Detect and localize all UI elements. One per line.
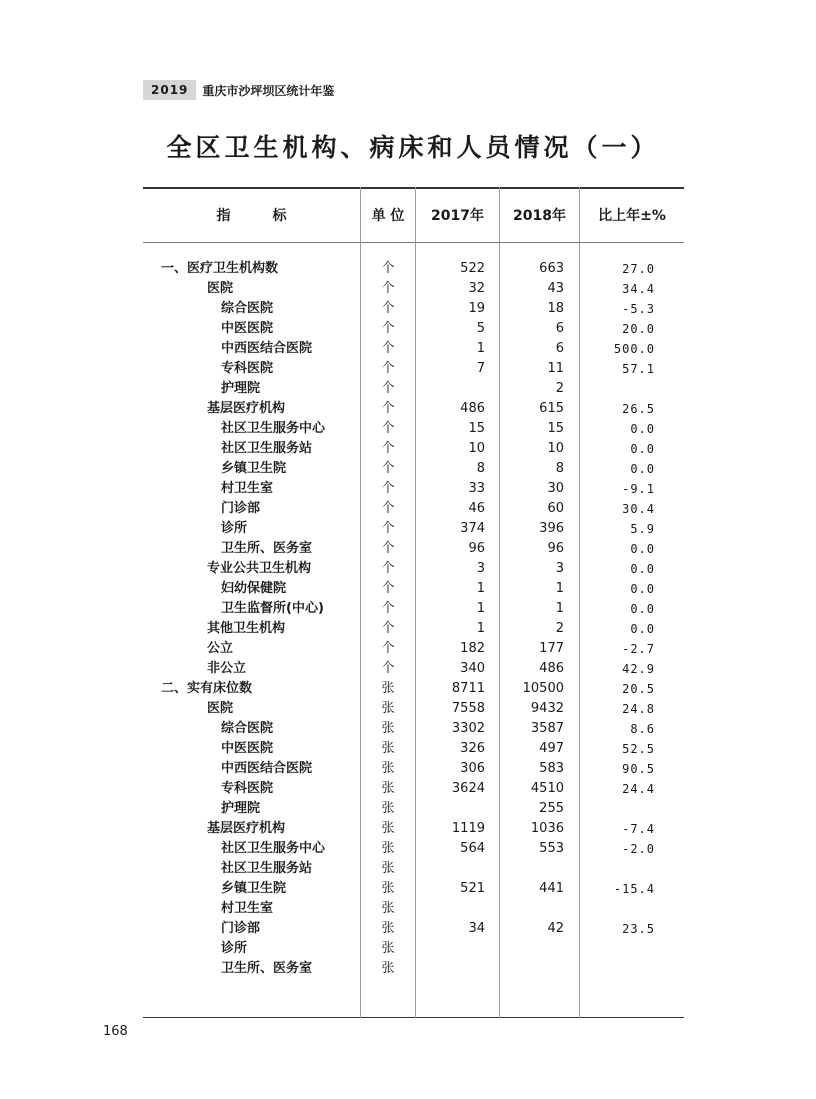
table-row [143,259,684,279]
row-indicator: 村卫生室 [221,481,274,496]
row-value-2017: 374 [460,521,485,536]
row-value-2018: 43 [547,281,564,296]
row-unit: 张 [381,741,395,756]
row-indicator: 专科医院 [221,361,274,376]
header-book-title: 重庆市沙坪坝区统计年鉴 [202,83,335,98]
column-header-unit: 单 位 [371,208,405,224]
row-change-percent: 23.5 [622,922,655,936]
row-change-percent: 0.0 [630,442,655,456]
table-row [143,839,684,859]
row-unit: 个 [381,301,395,316]
row-change-percent: 26.5 [622,402,655,416]
row-value-2017: 340 [460,661,485,676]
row-change-percent: 27.0 [622,262,655,276]
table-body [143,259,684,979]
row-value-2018: 6 [555,341,564,356]
row-value-2018: 396 [539,521,564,536]
row-value-2017: 1 [476,601,485,616]
row-unit: 个 [381,321,395,336]
row-change-percent: 8.6 [630,722,655,736]
row-change-percent: 90.5 [622,762,655,776]
row-change-percent: -2.7 [622,642,655,656]
row-unit: 张 [381,721,395,736]
row-value-2018: 4510 [530,781,564,796]
row-indicator: 卫生监督所(中心) [221,601,324,616]
column-header-indicator: 指 标 [216,208,287,224]
row-indicator: 中西医结合医院 [221,341,313,356]
row-value-2017: 306 [460,761,485,776]
row-indicator: 基层医疗机构 [207,401,286,416]
row-indicator: 中医医院 [221,741,274,756]
row-value-2018: 60 [547,501,564,516]
page-title: 全区卫生机构、病床和人员情况（一） [166,133,660,162]
row-value-2017: 8 [476,461,485,476]
row-unit: 张 [381,841,395,856]
row-indicator: 专业公共卫生机构 [207,561,312,576]
table-row [143,379,684,399]
row-value-2017: 3624 [451,781,485,796]
row-value-2018: 1 [555,601,564,616]
row-change-percent: 42.9 [622,662,655,676]
row-unit: 张 [381,761,395,776]
row-change-percent: 24.8 [622,702,655,716]
row-unit: 张 [381,961,395,976]
row-value-2017: 1119 [451,821,485,836]
row-change-percent: -2.0 [622,842,655,856]
row-indicator: 妇幼保健院 [221,581,287,596]
row-value-2018: 18 [547,301,564,316]
row-change-percent: 0.0 [630,422,655,436]
row-unit: 张 [381,681,395,696]
row-unit: 个 [381,381,395,396]
row-value-2017: 96 [468,541,485,556]
row-value-2018: 8 [555,461,564,476]
row-value-2017: 564 [460,841,485,856]
row-change-percent: 5.9 [630,522,655,536]
table-row [143,399,684,419]
row-unit: 张 [381,861,395,876]
row-unit: 个 [381,341,395,356]
row-unit: 张 [381,941,395,956]
row-unit: 张 [381,781,395,796]
row-unit: 张 [381,921,395,936]
row-unit: 张 [381,881,395,896]
row-unit: 个 [381,401,395,416]
row-value-2017: 1 [476,341,485,356]
row-value-2018: 96 [547,541,564,556]
table-row [143,559,684,579]
row-value-2017: 521 [460,881,485,896]
table-row [143,939,684,959]
column-header-2017: 2017年 [431,208,484,224]
row-unit: 个 [381,621,395,636]
row-value-2017: 46 [468,501,485,516]
row-value-2017: 3302 [451,721,485,736]
row-value-2017: 19 [468,301,485,316]
table-row [143,459,684,479]
row-value-2017: 10 [468,441,485,456]
row-unit: 张 [381,821,395,836]
row-indicator: 门诊部 [221,921,261,936]
row-change-percent: 500.0 [613,342,655,356]
row-change-percent: -5.3 [622,302,655,316]
row-value-2017: 3 [476,561,485,576]
row-indicator: 基层医疗机构 [207,821,286,836]
row-value-2018: 15 [547,421,564,436]
row-indicator: 社区卫生服务站 [221,861,313,876]
row-value-2018: 497 [539,741,564,756]
row-indicator: 医院 [207,281,234,296]
row-indicator: 护理院 [221,381,261,396]
row-indicator: 综合医院 [221,301,274,316]
row-value-2017: 8711 [451,681,485,696]
row-indicator: 其他卫生机构 [207,621,286,636]
row-unit: 个 [381,441,395,456]
table-row [143,279,684,299]
table-row [143,919,684,939]
row-value-2017: 326 [460,741,485,756]
row-change-percent: 0.0 [630,542,655,556]
row-unit: 个 [381,541,395,556]
row-change-percent: -7.4 [622,822,655,836]
row-unit: 个 [381,421,395,436]
row-indicator: 医院 [207,701,234,716]
table-row [143,819,684,839]
row-value-2018: 553 [539,841,564,856]
row-value-2017: 522 [460,261,485,276]
table-bottom-rule [143,1017,684,1018]
row-indicator: 中医医院 [221,321,274,336]
row-value-2018: 9432 [530,701,564,716]
row-unit: 个 [381,561,395,576]
row-value-2017: 15 [468,421,485,436]
table-row [143,699,684,719]
table-row [143,299,684,319]
row-change-percent: 0.0 [630,582,655,596]
row-indicator: 卫生所、医务室 [221,541,313,556]
row-unit: 个 [381,501,395,516]
row-value-2018: 615 [539,401,564,416]
row-change-percent: -15.4 [613,882,655,896]
row-value-2018: 441 [539,881,564,896]
row-change-percent: 0.0 [630,622,655,636]
row-change-percent: 0.0 [630,602,655,616]
table-row [143,519,684,539]
column-header-2018: 2018年 [513,208,566,224]
row-value-2018: 30 [547,481,564,496]
table-row [143,579,684,599]
table-row [143,659,684,679]
table-row [143,339,684,359]
row-indicator: 门诊部 [221,501,261,516]
row-value-2018: 2 [555,381,564,396]
table-row [143,899,684,919]
row-value-2018: 11 [547,361,564,376]
row-change-percent: -9.1 [622,482,655,496]
row-change-percent: 52.5 [622,742,655,756]
table-row [143,639,684,659]
row-value-2018: 10500 [522,681,564,696]
table-row [143,719,684,739]
row-value-2018: 486 [539,661,564,676]
row-value-2017: 182 [460,641,485,656]
row-indicator: 非公立 [207,661,247,676]
row-indicator: 护理院 [221,801,261,816]
column-header-change: 比上年±% [598,208,666,224]
row-value-2018: 1 [555,581,564,596]
row-unit: 个 [381,521,395,536]
row-indicator: 村卫生室 [221,901,274,916]
row-value-2017: 1 [476,581,485,596]
row-value-2018: 3587 [530,721,564,736]
page-number: 168 [103,1024,128,1039]
row-indicator: 二、实有床位数 [161,681,253,696]
table-row [143,599,684,619]
row-value-2017: 33 [468,481,485,496]
row-value-2017: 5 [476,321,485,336]
row-value-2017: 34 [468,921,485,936]
row-value-2018: 177 [539,641,564,656]
row-indicator: 综合医院 [221,721,274,736]
row-change-percent: 0.0 [630,562,655,576]
row-value-2018: 663 [539,261,564,276]
table-row [143,499,684,519]
row-value-2017: 486 [460,401,485,416]
table-row [143,739,684,759]
row-indicator: 专科医院 [221,781,274,796]
row-indicator: 卫生所、医务室 [221,961,313,976]
running-header [143,79,334,101]
row-unit: 个 [381,581,395,596]
table-row [143,359,684,379]
row-change-percent: 30.4 [622,502,655,516]
row-unit: 个 [381,481,395,496]
table-row [143,779,684,799]
row-value-2018: 3 [555,561,564,576]
table-row [143,679,684,699]
row-value-2018: 42 [547,921,564,936]
header-year: 2019 [143,80,196,100]
row-value-2017: 1 [476,621,485,636]
row-value-2017: 7 [476,361,485,376]
row-value-2017: 32 [468,281,485,296]
row-indicator: 乡镇卫生院 [221,881,287,896]
row-change-percent: 20.0 [622,322,655,336]
row-indicator: 社区卫生服务中心 [221,841,326,856]
row-unit: 个 [381,661,395,676]
table-row [143,619,684,639]
table-row [143,879,684,899]
row-indicator: 社区卫生服务站 [221,441,313,456]
row-indicator: 一、医疗卫生机构数 [161,261,279,276]
row-change-percent: 20.5 [622,682,655,696]
row-indicator: 中西医结合医院 [221,761,313,776]
row-value-2018: 10 [547,441,564,456]
row-value-2018: 583 [539,761,564,776]
table-row [143,959,684,979]
table-row [143,759,684,779]
row-indicator: 诊所 [221,941,248,956]
table-row [143,799,684,819]
table-row [143,479,684,499]
table-row [143,859,684,879]
row-value-2018: 6 [555,321,564,336]
table-row [143,419,684,439]
table-row [143,439,684,459]
row-change-percent: 24.4 [622,782,655,796]
row-value-2018: 255 [539,801,564,816]
row-indicator: 乡镇卫生院 [221,461,287,476]
row-indicator: 诊所 [221,521,248,536]
row-indicator: 社区卫生服务中心 [221,421,326,436]
row-change-percent: 34.4 [622,282,655,296]
row-unit: 个 [381,281,395,296]
row-change-percent: 0.0 [630,462,655,476]
row-value-2017: 7558 [451,701,485,716]
table-row [143,319,684,339]
row-unit: 个 [381,461,395,476]
row-unit: 张 [381,801,395,816]
statistics-table [143,187,684,1018]
row-value-2018: 1036 [530,821,564,836]
row-value-2018: 2 [555,621,564,636]
row-unit: 个 [381,641,395,656]
row-unit: 张 [381,701,395,716]
table-row [143,539,684,559]
row-change-percent: 57.1 [622,362,655,376]
row-unit: 个 [381,361,395,376]
row-unit: 个 [381,601,395,616]
row-unit: 张 [381,901,395,916]
row-indicator: 公立 [207,641,234,656]
row-unit: 个 [381,261,395,276]
